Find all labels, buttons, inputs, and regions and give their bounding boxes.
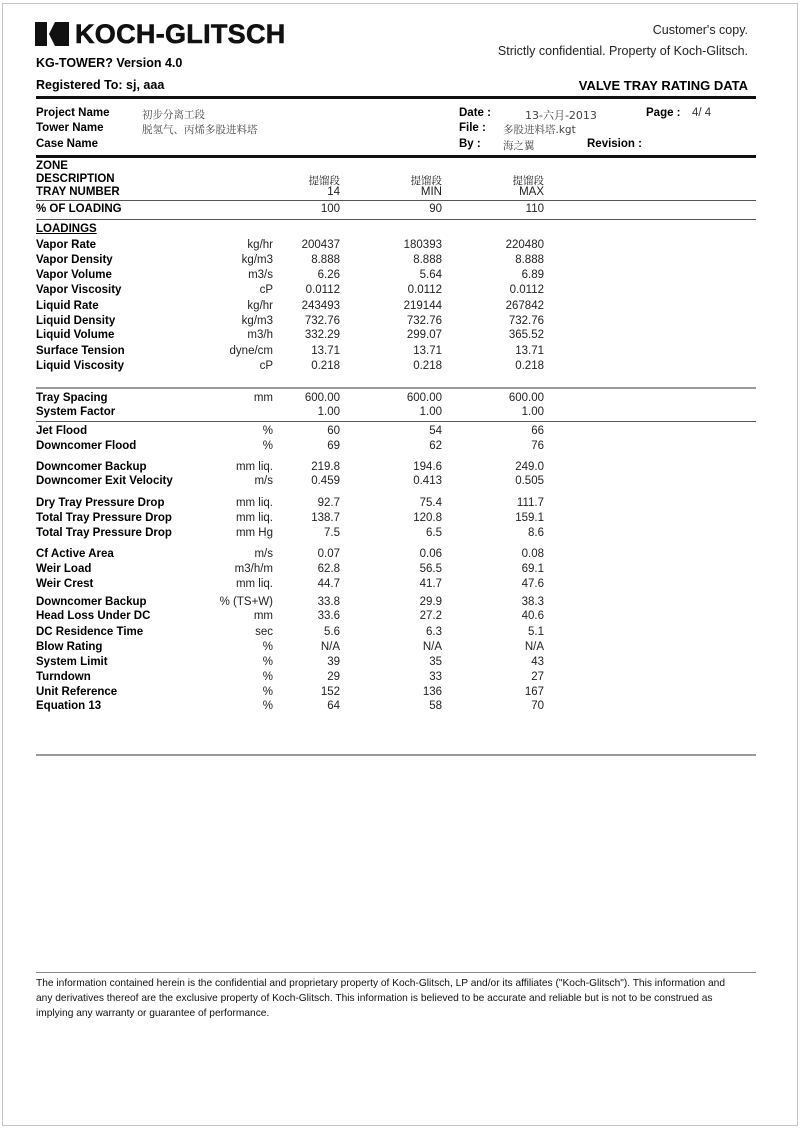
row-value-1: 243493 [301, 300, 340, 312]
row-value-3: 38.3 [521, 596, 544, 608]
row-value-2: 0.06 [419, 548, 442, 560]
row-unit: cP [259, 284, 273, 296]
row-label: Blow Rating [36, 641, 103, 653]
zone-label: ZONE [36, 160, 68, 172]
table-row [36, 671, 596, 686]
row-value-2: 0.0112 [407, 284, 442, 296]
row-unit: cP [259, 360, 273, 372]
table-row [36, 641, 596, 656]
row-value-1: 8.888 [311, 254, 340, 266]
row-unit: % [262, 700, 273, 712]
row-label: Liquid Density [36, 315, 116, 327]
table-row [36, 461, 596, 476]
row-value-2: 219144 [403, 300, 442, 312]
row-value-3: 76 [531, 440, 544, 452]
table-row [36, 563, 596, 578]
row-value-2: 35 [429, 656, 442, 668]
tray-number-col-3: MAX [519, 186, 544, 198]
row-value-1: 92.7 [317, 497, 340, 509]
row-value-1: N/A [320, 641, 340, 653]
customer-copy-note: Customer's copy. [652, 23, 748, 37]
table-row [36, 578, 596, 593]
table-row [36, 269, 596, 284]
koch-glitsch-logo-icon [35, 22, 69, 46]
row-label: Unit Reference [36, 686, 118, 698]
tray-number-row [36, 186, 596, 201]
row-value-3: 8.6 [528, 527, 544, 539]
row-value-2: 5.64 [419, 269, 442, 281]
row-unit: m3/h/m [234, 563, 273, 575]
table-row [36, 626, 596, 641]
row-value-1: 219.8 [311, 461, 340, 473]
row-unit: m3/h [247, 329, 273, 341]
row-unit: mm Hg [235, 527, 273, 539]
table-row [36, 596, 596, 611]
results-end-divider [36, 754, 756, 756]
loading-divider [36, 219, 756, 220]
header-divider [36, 96, 756, 99]
row-unit: % [262, 656, 273, 668]
disclaimer-text: The information contained herein is the confidential and proprietary property of Koch-Glitsch, LP and/or its affiliates ("Koch-Glitsch"). This information and any derivatives thereof are the exclusive property of Koch-Glitsch. This information is believed to be accurate and reliable but is not to be construed as implying any warranty or guarantee of performance. [36, 978, 726, 1019]
row-value-1: 138.7 [311, 512, 340, 524]
row-unit: sec [255, 626, 273, 638]
table-row [36, 548, 596, 563]
row-value-2: 27.2 [419, 610, 442, 622]
row-value-2: 8.888 [413, 254, 442, 266]
row-unit: % [262, 686, 273, 698]
row-value-1: 200437 [301, 239, 340, 251]
table-row [36, 392, 596, 407]
row-value-2: 120.8 [413, 512, 442, 524]
row-label: System Limit [36, 656, 108, 668]
row-unit: m/s [254, 475, 273, 487]
row-value-1: 33.6 [317, 610, 340, 622]
row-label: Downcomer Backup [36, 596, 147, 608]
table-row [36, 610, 596, 625]
row-value-3: 365.52 [508, 329, 544, 341]
table-row [36, 475, 596, 490]
row-value-1: 29 [327, 671, 340, 683]
row-value-2: 29.9 [419, 596, 442, 608]
row-label: Surface Tension [36, 345, 125, 357]
row-value-3: 159.1 [515, 512, 544, 524]
row-label: Liquid Viscosity [36, 360, 124, 372]
table-row [36, 329, 596, 344]
software-version: KG-TOWER? Version 4.0 [36, 56, 183, 70]
row-unit: m/s [254, 548, 273, 560]
row-value-1: 600.00 [304, 392, 340, 404]
row-value-1: 64 [327, 700, 340, 712]
row-label: Vapor Density [36, 254, 113, 266]
row-value-2: 180393 [403, 239, 442, 251]
row-value-2: 1.00 [419, 406, 442, 418]
row-label: Downcomer Backup [36, 461, 147, 473]
row-value-2: 54 [429, 425, 442, 437]
registered-to: Registered To: sj, aaa [36, 78, 165, 92]
row-value-1: 732.76 [304, 315, 340, 327]
row-label: Vapor Volume [36, 269, 112, 281]
row-value-3: 220480 [505, 239, 544, 251]
row-unit: mm [253, 610, 273, 622]
geometry-divider [36, 421, 756, 422]
row-value-2: 75.4 [419, 497, 442, 509]
row-label: Total Tray Pressure Drop [36, 527, 172, 539]
row-value-1: 62.8 [317, 563, 340, 575]
row-value-1: 0.459 [311, 475, 340, 487]
row-value-1: 1.00 [317, 406, 340, 418]
row-value-1: 7.5 [324, 527, 340, 539]
table-row [36, 686, 596, 701]
row-value-2: 56.5 [419, 563, 442, 575]
row-value-1: 5.6 [324, 626, 340, 638]
table-row [36, 284, 596, 299]
row-value-3: 732.76 [508, 315, 544, 327]
row-label: Total Tray Pressure Drop [36, 512, 172, 524]
row-value-1: 39 [327, 656, 340, 668]
row-unit: kg/m3 [241, 254, 273, 266]
project-name-value: 初步分离工段 [142, 109, 205, 121]
row-value-1: 0.0112 [305, 284, 340, 296]
row-value-3: 0.218 [515, 360, 544, 372]
row-value-1: 332.29 [304, 329, 340, 341]
row-value-2: 299.07 [406, 329, 442, 341]
row-value-1: 69 [327, 440, 340, 452]
row-value-3: 27 [531, 671, 544, 683]
row-value-2: 136 [422, 686, 442, 698]
row-value-3: 0.505 [515, 475, 544, 487]
row-unit: dyne/cm [229, 345, 273, 357]
row-value-3: 69.1 [521, 563, 544, 575]
page-label: Page : [646, 107, 681, 119]
row-label: DC Residence Time [36, 626, 144, 638]
row-value-2: 6.5 [426, 527, 442, 539]
description-label: DESCRIPTION [36, 173, 115, 185]
row-label: Weir Load [36, 563, 92, 575]
row-value-1: 33.8 [317, 596, 340, 608]
file-label: File : [459, 122, 486, 134]
row-label: Vapor Viscosity [36, 284, 122, 296]
row-label: Liquid Volume [36, 329, 115, 341]
row-label: Liquid Rate [36, 300, 99, 312]
row-label: Vapor Rate [36, 239, 97, 251]
row-value-3: N/A [524, 641, 544, 653]
row-value-2: 33 [429, 671, 442, 683]
row-value-3: 167 [524, 686, 544, 698]
row-value-3: 70 [531, 700, 544, 712]
row-unit: mm liq. [235, 512, 273, 524]
row-unit: % [262, 440, 273, 452]
loading-col-1: 100 [320, 203, 340, 215]
row-value-3: 8.888 [515, 254, 544, 266]
footer-divider [36, 972, 756, 973]
loadings-title: LOADINGS [36, 223, 97, 235]
row-value-3: 1.00 [521, 406, 544, 418]
loading-row [36, 203, 596, 218]
report-title: VALVE TRAY RATING DATA [578, 78, 748, 93]
row-value-2: 41.7 [419, 578, 442, 590]
loadings-title-row [36, 223, 596, 238]
table-row [36, 406, 596, 421]
row-unit: % [262, 641, 273, 653]
row-value-1: 0.218 [311, 360, 340, 372]
table-row [36, 315, 596, 330]
confidential-note: Strictly confidential. Property of Koch-Glitsch. [497, 44, 748, 58]
file-value: 多股进料塔.kgt [503, 124, 576, 136]
row-label: Cf Active Area [36, 548, 114, 560]
row-value-1: 13.71 [311, 345, 340, 357]
row-value-3: 249.0 [515, 461, 544, 473]
row-unit: % [262, 425, 273, 437]
row-unit: % [262, 671, 273, 683]
row-value-3: 43 [531, 656, 544, 668]
row-value-1: 6.26 [317, 269, 340, 281]
row-value-2: 600.00 [406, 392, 442, 404]
row-value-3: 5.1 [528, 626, 544, 638]
date-value: 13-六月-2013 [525, 109, 597, 122]
row-value-2: 62 [429, 440, 442, 452]
row-label: Equation 13 [36, 700, 102, 712]
table-row [36, 656, 596, 671]
row-value-1: 152 [320, 686, 340, 698]
row-label: Head Loss Under DC [36, 610, 151, 622]
description-col-1: 提馏段 [308, 175, 340, 187]
row-unit: m3/s [248, 269, 273, 281]
row-label: Downcomer Flood [36, 440, 137, 452]
row-value-2: N/A [422, 641, 442, 653]
row-label: Jet Flood [36, 425, 88, 437]
row-value-3: 111.7 [516, 497, 544, 509]
table-row [36, 497, 596, 512]
row-value-2: 58 [429, 700, 442, 712]
table-row [36, 527, 596, 542]
description-col-2: 提馏段 [410, 175, 442, 187]
row-value-3: 6.89 [521, 269, 544, 281]
row-value-2: 6.3 [426, 626, 442, 638]
loadings-divider [36, 387, 756, 389]
table-row [36, 239, 596, 254]
row-label: Downcomer Exit Velocity [36, 475, 173, 487]
row-unit: mm liq. [235, 578, 273, 590]
row-value-1: 44.7 [317, 578, 340, 590]
page-value: 4/ 4 [692, 107, 712, 119]
table-row [36, 425, 596, 440]
table-row [36, 254, 596, 269]
table-row [36, 345, 596, 360]
row-unit: kg/hr [247, 239, 273, 251]
table-row [36, 300, 596, 315]
row-value-2: 0.413 [413, 475, 442, 487]
row-unit: kg/m3 [241, 315, 273, 327]
row-unit: mm [253, 392, 273, 404]
description-col-3: 提馏段 [512, 175, 544, 187]
row-label: Turndown [36, 671, 91, 683]
row-value-3: 13.71 [515, 345, 544, 357]
row-unit: kg/hr [247, 300, 273, 312]
date-label: Date : [459, 107, 491, 119]
loading-col-2: 90 [429, 203, 442, 215]
row-value-3: 66 [531, 425, 544, 437]
case-name-label: Case Name [36, 138, 99, 150]
row-value-2: 0.218 [413, 360, 442, 372]
tray-number-label: TRAY NUMBER [36, 186, 120, 198]
row-value-1: 0.07 [317, 548, 340, 560]
row-value-3: 40.6 [521, 610, 544, 622]
table-row [36, 512, 596, 527]
tray-number-col-1: 14 [327, 186, 340, 198]
by-label: By : [459, 138, 481, 150]
tower-name-label: Tower Name [36, 122, 104, 134]
table-row [36, 440, 596, 455]
row-unit: mm liq. [235, 497, 273, 509]
row-value-3: 267842 [505, 300, 544, 312]
tray-number-col-2: MIN [420, 186, 442, 198]
loading-label: % OF LOADING [36, 203, 122, 215]
table-row [36, 360, 596, 375]
brand-logo [35, 20, 286, 48]
row-value-2: 194.6 [413, 461, 442, 473]
row-value-2: 732.76 [406, 315, 442, 327]
row-label: Weir Crest [36, 578, 94, 590]
revision-label: Revision : [587, 138, 642, 150]
row-unit: % (TS+W) [219, 596, 273, 608]
table-row [36, 700, 596, 715]
row-value-3: 0.0112 [509, 284, 544, 296]
meta-divider [36, 155, 756, 158]
row-value-3: 600.00 [508, 392, 544, 404]
row-value-3: 47.6 [521, 578, 544, 590]
brand-name: KOCH-GLITSCH [75, 19, 286, 49]
row-unit: mm liq. [235, 461, 273, 473]
row-value-1: 60 [327, 425, 340, 437]
by-value: 海之翼 [503, 140, 535, 152]
row-value-2: 13.71 [413, 345, 442, 357]
project-name-label: Project Name [36, 107, 110, 119]
column-header-divider [36, 200, 756, 201]
row-label: System Factor [36, 406, 116, 418]
tower-name-value: 脱氢气、丙烯多股进料塔 [142, 124, 258, 136]
row-label: Dry Tray Pressure Drop [36, 497, 165, 509]
row-value-3: 0.08 [521, 548, 544, 560]
loading-col-3: 110 [525, 203, 544, 215]
row-label: Tray Spacing [36, 392, 108, 404]
